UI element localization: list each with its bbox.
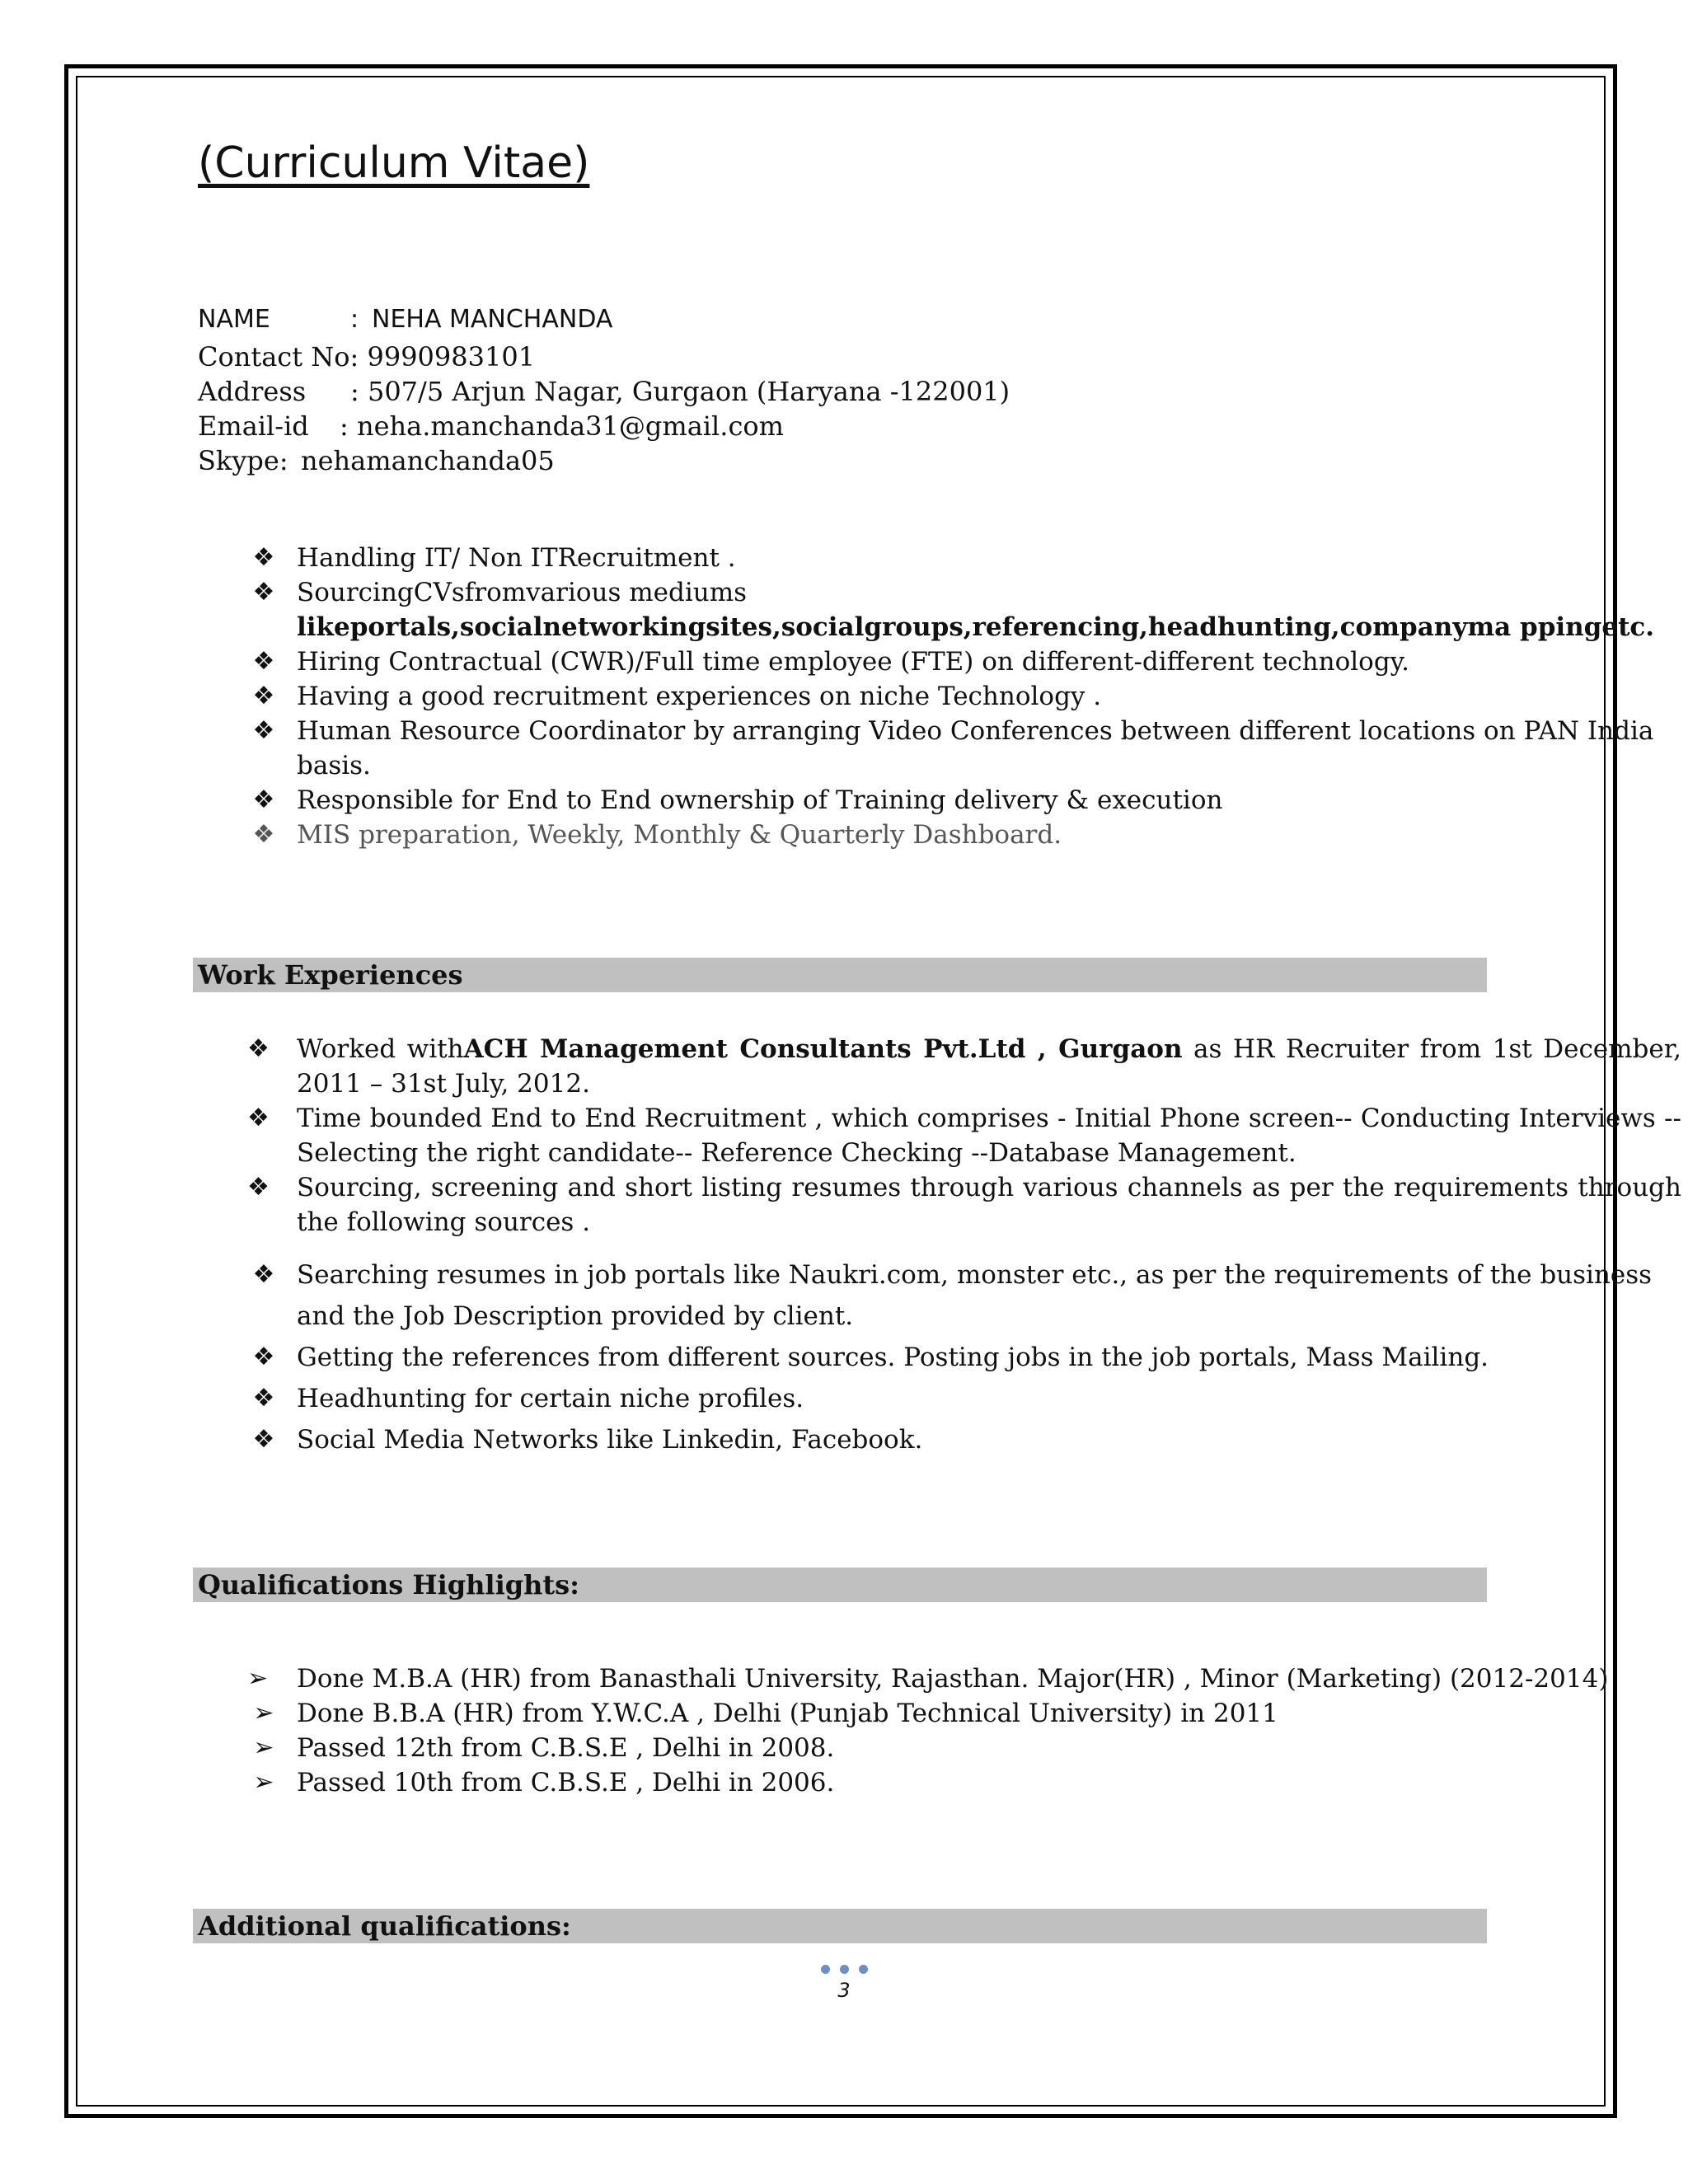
list-item: ❖ Social Media Networks like Linkedin, Facebook. (247, 1419, 1681, 1460)
work-experience-heading: Work Experiences (193, 958, 1487, 992)
list-item: ➢ Passed 12th from C.B.S.E , Delhi in 2008. (247, 1731, 1681, 1765)
ellipsis-dots-icon (0, 1965, 1688, 1974)
diamond-bullet-icon: ❖ (252, 543, 275, 572)
email-line (198, 410, 784, 442)
list-item: ➢ Passed 10th from C.B.S.E , Delhi in 2006. (247, 1765, 1681, 1800)
diamond-bullet-icon: ❖ (252, 578, 275, 607)
summary-list (247, 541, 1681, 852)
cv-title: (Curriculum Vitae) (198, 138, 590, 188)
additional-qualifications-heading: Additional qualifications: (193, 1909, 1487, 1943)
list-item: ❖ SourcingCVsfromvarious mediums likeportals,socialnetworkingsites,socialgroups,referencing,headhunting,companyma ppingetc. (247, 575, 1681, 644)
list-item: ❖ Getting the references from different sources. Posting jobs in the job portals, Mass Mailing. (247, 1337, 1681, 1378)
name-value: NEHA MANCHANDA (372, 305, 613, 334)
diamond-bullet-icon: ❖ (252, 1425, 275, 1454)
skype-line (198, 445, 555, 476)
email-value: : neha.manchanda31@gmail.com (340, 410, 784, 442)
address-line (198, 376, 1010, 407)
arrowhead-bullet-icon: ➢ (253, 1699, 274, 1727)
list-item: ❖ Handling IT/ Non ITRecruitment . (247, 541, 1681, 575)
work-list (247, 1032, 1681, 1460)
qualifications-heading: Qualifications Highlights: (193, 1568, 1487, 1602)
diamond-bullet-icon: ❖ (247, 1173, 270, 1202)
company-name: ACH Management Consultants Pvt.Ltd , Gurgaon (463, 1034, 1183, 1064)
diamond-bullet-icon: ❖ (252, 820, 275, 849)
diamond-bullet-icon: ❖ (252, 1343, 275, 1371)
address-value: : 507/5 Arjun Nagar, Gurgaon (Haryana -122001) (350, 376, 1010, 407)
skype-value: nehamanchanda05 (301, 445, 555, 476)
qualifications-list (247, 1661, 1681, 1800)
phone-line: Contact No: 9990983101 (198, 341, 536, 373)
list-item: ❖ Sourcing, screening and short listing resumes through various channels as per the requirements through the following sources . (247, 1170, 1681, 1240)
arrowhead-bullet-icon: ➢ (253, 1733, 274, 1762)
diamond-bullet-icon: ❖ (247, 1034, 270, 1063)
diamond-bullet-icon: ❖ (252, 716, 275, 745)
name-line (198, 305, 612, 334)
list-item: ➢ Done M.B.A (HR) from Banasthali University, Rajasthan. Major(HR) , Minor (Marketing) (2012-2014) (247, 1661, 1681, 1696)
list-item: ❖ Time bounded End to End Recruitment , which comprises - Initial Phone screen-- Conducting Interviews --Selecting the right candidate-- Reference Checking --Database Management. (247, 1101, 1681, 1170)
list-item: ❖ Hiring Contractual (CWR)/Full time employee (FTE) on different-different technology. (247, 644, 1681, 679)
diamond-bullet-icon: ❖ (247, 1104, 270, 1132)
list-item: ❖ Human Resource Coordinator by arranging Video Conferences between different locations on PAN India basis. (247, 714, 1681, 783)
page-number: 3 (837, 1979, 851, 2002)
email-label: Email-id (198, 410, 309, 442)
list-item: ❖ MIS preparation, Weekly, Monthly & Quarterly Dashboard. (247, 818, 1681, 852)
address-label: Address (198, 376, 307, 407)
name-label: NAME (198, 305, 270, 334)
diamond-bullet-icon: ❖ (252, 785, 275, 814)
arrowhead-bullet-icon: ➢ (247, 1664, 269, 1693)
list-item: ❖ Headhunting for certain niche profiles. (247, 1378, 1681, 1419)
list-item: ❖ Having a good recruitment experiences on niche Technology . (247, 679, 1681, 714)
list-item: ❖ Responsible for End to End ownership of Training delivery & execution (247, 783, 1681, 818)
name-sep: : (350, 305, 359, 334)
skype-label: Skype: (198, 445, 288, 476)
diamond-bullet-icon: ❖ (252, 682, 275, 710)
list-item: ❖ Searching resumes in job portals like Naukri.com, monster etc., as per the requirements of the business and the Job Description provided by client. (247, 1254, 1681, 1337)
page-footer (0, 1965, 1688, 2002)
list-item: ❖ Worked withACH Management Consultants Pvt.Ltd , Gurgaon as HR Recruiter from 1st December, 2011 – 31st July, 2012. (247, 1032, 1681, 1101)
diamond-bullet-icon: ❖ (252, 647, 275, 676)
list-item: ➢ Done B.B.A (HR) from Y.W.C.A , Delhi (Punjab Technical University) in 2011 (247, 1696, 1681, 1731)
diamond-bullet-icon: ❖ (252, 1384, 275, 1413)
diamond-bullet-icon: ❖ (252, 1260, 275, 1289)
arrowhead-bullet-icon: ➢ (253, 1768, 274, 1797)
